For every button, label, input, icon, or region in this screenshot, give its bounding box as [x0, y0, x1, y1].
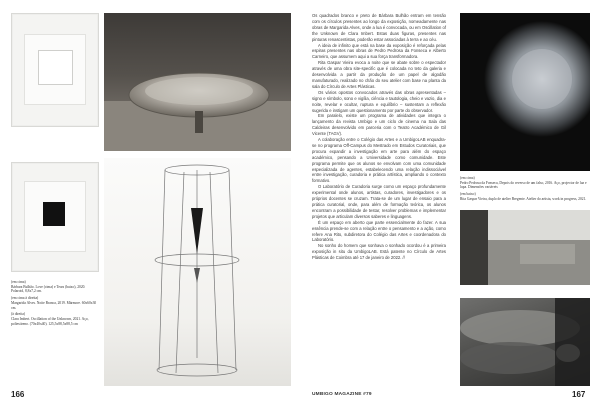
caption-text: Bárbara Bulhão. Love (cima) e Tears (baixo), 2020. Polaroid, 8,8x7,2 cm. [11, 284, 86, 294]
caption-text: Margarida Alves. Noite Branca, 2019. Mármore. 60x60x30 cm. [11, 300, 97, 310]
caption-vieira [460, 192, 592, 201]
page-number-left: 166 [11, 390, 25, 399]
artwork-frame-love [11, 13, 99, 127]
paragraph: Rita Gaspar Vieira evoca a noite que se abate sobre o espectador através de uma obra site-specific que é colocada no teto da galeria e desenvolvida a partir da produção de um papel de algodão manufaturado, realizado no chão do seu atelier com base na planta da sala do Círculo de Artes Plásticas. [312, 60, 446, 89]
marble-disc-graphic [104, 13, 291, 151]
caption-ref: (à direita) [11, 312, 26, 317]
paragraph: Os vários opostos convocados através das obras apresentadas – signo e símbolo, sono e vigília, ciência e tautologia, cheio e vazio, dia e noite, revelar e ocultar, ruptura e equilíbrio – sustentam a reflexão sugerida e instigam um questionamento por parte do observador. [312, 89, 446, 113]
paragraph: É um espaço em aberto que parte essencialmente do fazer. A sua essência prende-se com a relação entre o pensamento e a ação, como refere Ana Rito, subdiretora do Colégio das Artes e coordenadora do Laboratório. [312, 219, 446, 243]
artwork-frame-tears [11, 162, 99, 272]
caption-alves [11, 296, 99, 310]
right-captions [460, 176, 592, 204]
paragraph: O Laboratório de Curadoria surge como um espaço profundamente experimental onde alunos, artistas, curadores, investigadores e os próprios docentes se cruzam. Trata-se de um lugar de ensaio para a prática curatorial, onde, para além de formação teórica, os alunos encontram a possibilidade de testar, resolver problemas e implementar projetos que articulam diversos saberes e linguagens. [312, 184, 446, 219]
caption-text: Clara Imbert. Oscillation of the Unknown, 2021. Aço, poliestireno. (70x40x40). 125,5x88,5x88,5 cm [11, 316, 89, 326]
caption-fonseca [460, 176, 592, 190]
page-number-right: 167 [572, 390, 586, 399]
photo-light-projection [460, 13, 590, 171]
paragraph: A colaboração entre o Colégio das Artes e a UmbigoLAB enquadra-se no programa Off-Campus do Mestrado em Estudos Curatoriais, que procura expandir a investigação em arte para além do espaço académico, pensando a Universidade como comunidade. Este programa permite que os alunos se envolvam com uma comunidade especializada de agentes, estabelecendo uma relação indissociável entre investigação, curadoria e prática artística, ampliando o contexto formativo. [312, 137, 446, 184]
caption-ref: (em cima) [460, 176, 475, 180]
artwork-black-square [43, 202, 65, 226]
atelier-floor-graphic [460, 210, 590, 285]
left-captions [11, 280, 99, 328]
photo-atelier-floor [460, 210, 590, 285]
caption-ref: (em baixo) [460, 192, 476, 197]
photo-paper-making [460, 298, 590, 386]
light-projection-graphic [460, 13, 590, 171]
caption-imbert [11, 312, 99, 326]
caption-ref: (em cima à direita) [11, 296, 39, 301]
article-body [312, 13, 446, 261]
artwork-black-square-mat [24, 181, 86, 252]
caption-text: Rita Gaspar Vieira, duplo de atelier Bregente. Atelier do artista, work in progress, 2021. [460, 196, 587, 201]
photo-marble-disc [104, 13, 291, 151]
magazine-footer: UMBIGO MAGAZINE #79 [312, 392, 372, 397]
paragraph: No sonho do homem que sonhava o sonhado ocordou é a primeira exposição in situ da UmbigoLAB. Está patente no Círculo de Artes Plásticas de Coimbra até 17 de janeiro de 2022. // [312, 243, 446, 261]
paragraph: Em paralelo, existe um programa de atividades que integra o lançamento da revista Umbigo e um ciclo de cinema na Sala das Caldeiras desenvolvido em parceria com o Teatro Académico de Gil Vicente (TAGV). [312, 113, 446, 137]
artwork-white-square [24, 34, 86, 105]
paper-making-graphic [460, 298, 590, 386]
paragraph: A ideia de infinito que está na base da exposição é reforçada pelas espiras presentes nas obras de Pedro Pedrosa da Fonseca e Alberto Carneiro, que assumem aqui a sua força transformadora. [312, 42, 446, 60]
photo-oscillation-sculpture [104, 158, 291, 386]
caption-text: Pedro Pedrosa da Fonseca, Depois do reverso de um falso, 2016. Aço, projector de luz e lupa. Dimensões variáveis [460, 180, 587, 190]
sculpture-graphic [104, 158, 291, 386]
caption-bulhao [11, 280, 99, 294]
caption-ref: (em cima) [11, 280, 26, 284]
paragraph: Os quadrados branco e preto de Bárbara Bulhão entram em tensão com os círculos presentes ao longo da exposição, nomeadamente nas obras de Margarida Alves, onde a lua é convocada, ou em Oscillation of the Unknown de Clara Imbert. Estas duas figuras, presentes nas pinturas renascentistas, poderão estar associadas à terra e ao céu. [312, 13, 446, 42]
